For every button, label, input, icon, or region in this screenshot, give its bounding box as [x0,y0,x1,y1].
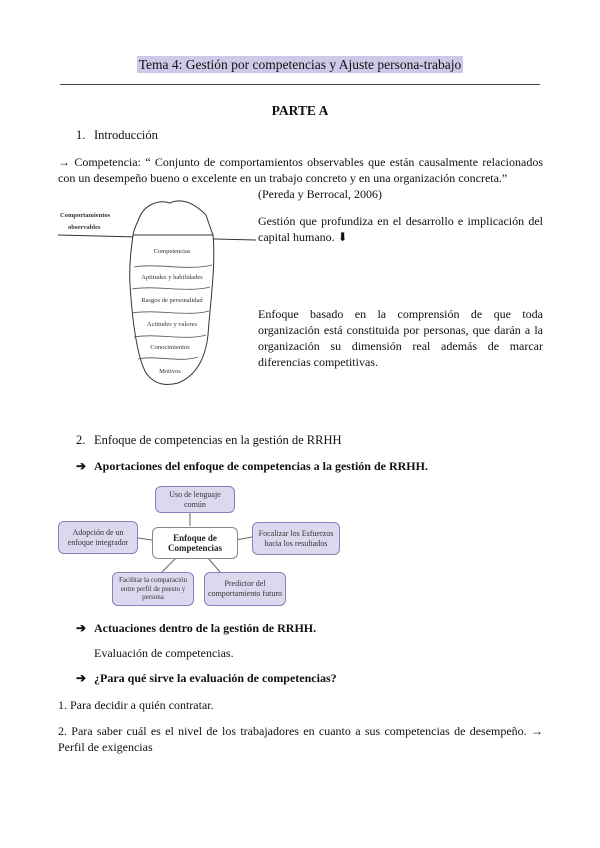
arrow-bullet-icon: ➔ [76,671,87,685]
bullet-para-que-text: ¿Para qué sirve la evaluación de competencias? [94,671,337,685]
list-item-2: 2. Para saber cuál es el nivel de los trabajadores en cuanto a sus competencias de desempeño. → Perfil de exigencias [58,724,543,754]
iceberg-layer: Rasgos de personalidad [141,297,203,304]
iceberg-layer: Motivos [159,368,181,375]
diagram-node-bottom-left: Facilitar la comparación entre perfil de puesto y persona [112,572,194,606]
header-divider [60,84,540,85]
down-arrow-icon: ⬇ [337,230,348,244]
iceberg-body [130,235,214,385]
citation: (Pereda y Berrocal, 2006) [258,187,382,201]
iceberg-layer: Competencias [153,248,191,255]
bullet-actuaciones [76,621,316,636]
enfoque-text: Enfoque basado en la comprensión de que toda organización está constituida por personas, que darán a la organización su dimensión real además de marcar diferencias competitivas. [258,307,543,369]
iceberg-figure [58,195,258,395]
diagram-node-left: Adopción de un enfoque integrador [58,521,138,554]
evaluacion-text: Evaluación de competencias. [94,646,234,660]
section-2-title: Enfoque de competencias en la gestión de RRHH [94,433,342,447]
arrow-bullet-icon: ➔ [76,459,87,473]
iceberg-tip [133,201,213,235]
bullet-aportaciones-text: Aportaciones del enfoque de competencias a la gestión de RRHH. [94,459,428,473]
section-1-heading [76,128,158,143]
iceberg-layer: Conocimientos [150,344,190,351]
diagram-node-bottom-right: Predictor del comportamiento futuro [204,572,286,606]
section-2-number: 2. [76,433,86,447]
section-2-heading [76,433,342,448]
diagram-center: Enfoque de Competencias [152,527,238,559]
part-heading: PARTE A [271,103,329,118]
page-title-text: Tema 4: Gestión por competencias y Ajuste persona-trabajo [138,57,462,72]
bullet-aportaciones [76,459,428,474]
iceberg-layer: Actitudes y valores [146,321,198,328]
section-1-number: 1. [76,128,86,142]
gestion-text [258,213,543,245]
bullet-actuaciones-text: Actuaciones dentro de la gestión de RRHH. [94,621,317,635]
iceberg-label-bottom: observables [68,224,101,231]
diagram-node-top: Uso de lenguaje común [155,486,235,513]
diagram-node-right: Focalizar los Esfuerzos hacia los resultados [252,522,340,555]
competencia-definition: → Competencia: “ Conjunto de comportamientos observables que están causalmente relacionados con un desempeño bueno o excelente en un trabajo concreto y en una organización concreta.” [58,155,543,185]
bullet-para-que [76,671,337,686]
iceberg-label-top: Comportamientos [60,212,111,219]
iceberg-layer: Aptitudes y habilidades [141,274,203,281]
list-item-1: 1. Para decidir a quién contratar. [58,698,214,712]
gestion-text-body: Gestión que profundiza en el desarrollo e implicación del capital humano. [258,214,543,244]
section-1-title: Introducción [94,128,158,142]
arrow-bullet-icon: ➔ [76,621,87,635]
page-title [0,57,600,73]
